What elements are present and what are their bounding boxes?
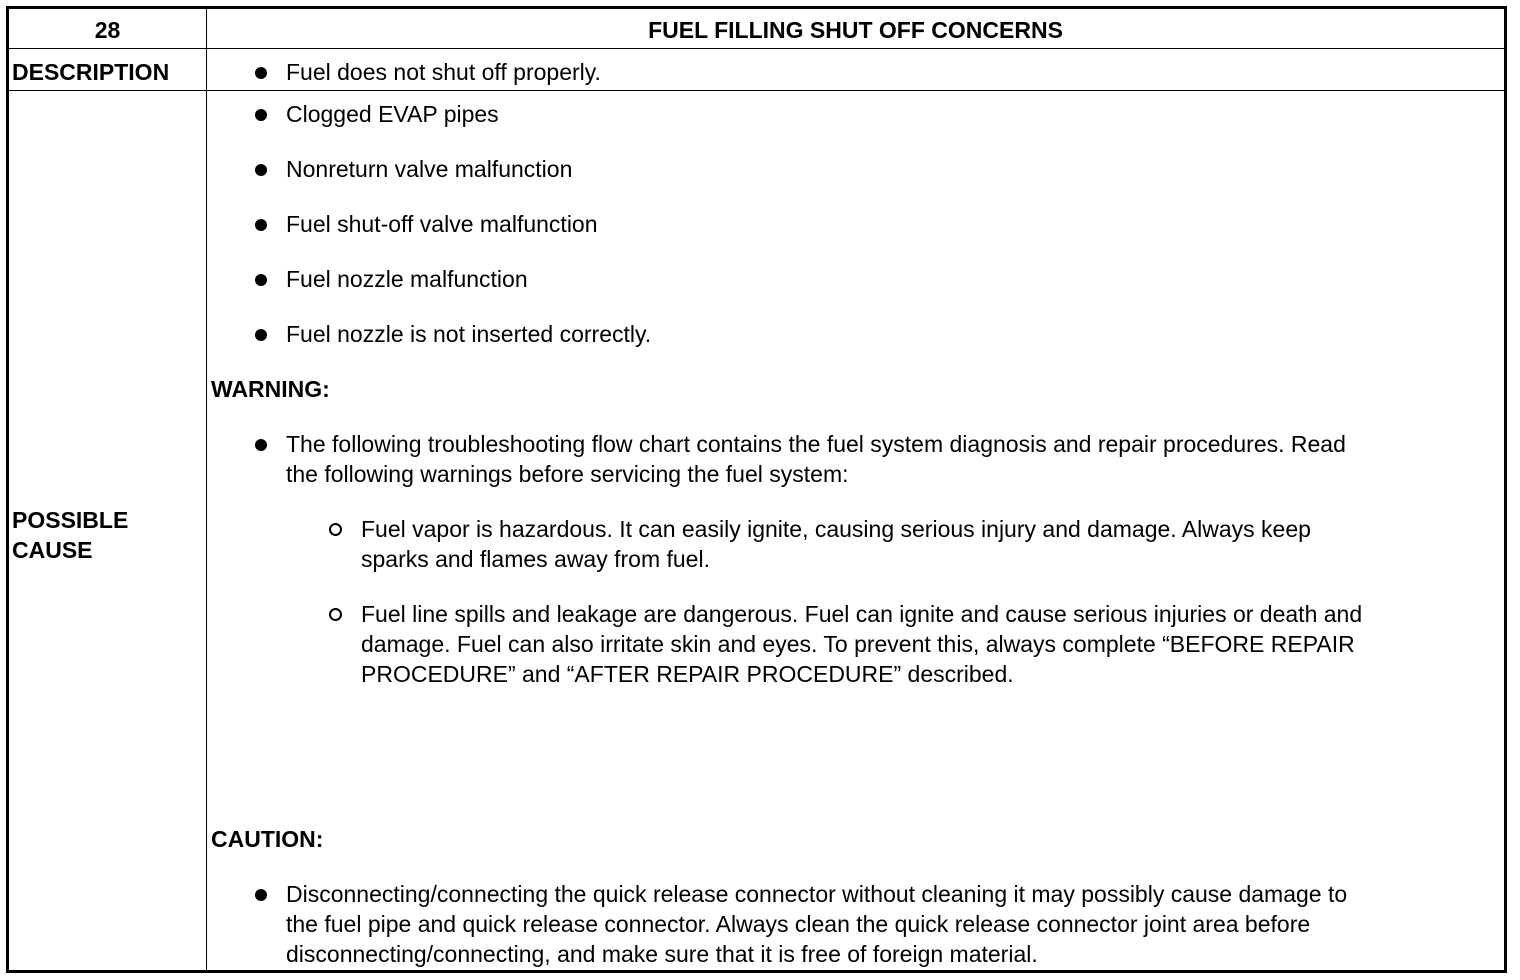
warning-sub-item-line: PROCEDURE” and “AFTER REPAIR PROCEDURE” described. — [361, 661, 1014, 687]
cause-item: Clogged EVAP pipes — [286, 101, 499, 127]
description-label: DESCRIPTION — [12, 59, 170, 85]
page-title: FUEL FILLING SHUT OFF CONCERNS — [648, 17, 1063, 43]
possible-cause-label-line2: CAUSE — [12, 537, 93, 563]
possible-cause-label: POSSIBLE — [12, 507, 129, 533]
description-item: Fuel does not shut off properly. — [286, 59, 601, 85]
caution-line: disconnecting/connecting, and make sure that it is free of foreign material. — [286, 941, 1038, 967]
warning-intro-line2: the following warnings before servicing the fuel system: — [286, 461, 849, 487]
caution-heading: CAUTION: — [211, 826, 324, 852]
cause-item: Fuel shut-off valve malfunction — [286, 211, 598, 237]
bullet-icon — [255, 219, 267, 231]
column-divider — [206, 9, 207, 970]
bullet-icon — [255, 164, 267, 176]
description-divider — [9, 90, 1504, 91]
item-number: 28 — [94, 17, 121, 43]
cause-item: Fuel nozzle is not inserted correctly. — [286, 321, 652, 347]
warning-intro-line1: The following troubleshooting flow chart contains the fuel system diagnosis and repair procedures. Read — [286, 431, 1346, 457]
warning-sub-item-line: Fuel line spills and leakage are dangerous. Fuel can ignite and cause serious injuries or death and — [361, 601, 1363, 627]
caution-line: Disconnecting/connecting the quick release connector without cleaning it may possibly cause damage to — [286, 881, 1348, 907]
cause-item: Nonreturn valve malfunction — [286, 156, 573, 182]
warning-sub-item-line: sparks and flames away from fuel. — [361, 546, 710, 572]
bullet-icon — [255, 274, 267, 286]
sub-bullet-icon — [329, 608, 342, 621]
bullet-icon — [255, 889, 267, 901]
warning-heading: WARNING: — [211, 376, 330, 402]
troubleshooting-table — [6, 6, 1507, 973]
bullet-icon — [255, 109, 267, 121]
header-divider — [9, 48, 1504, 49]
warning-sub-item-line: Fuel vapor is hazardous. It can easily ignite, causing serious injury and damage. Always keep — [361, 516, 1311, 542]
bullet-icon — [255, 439, 267, 451]
bullet-icon — [255, 67, 267, 79]
warning-sub-item-line: damage. Fuel can also irritate skin and eyes. To prevent this, always complete “BEFORE REPAIR — [361, 631, 1355, 657]
caution-line: the fuel pipe and quick release connector. Always clean the quick release connector joint area before — [286, 911, 1311, 937]
cause-item: Fuel nozzle malfunction — [286, 266, 528, 292]
bullet-icon — [255, 329, 267, 341]
sub-bullet-icon — [329, 523, 342, 536]
